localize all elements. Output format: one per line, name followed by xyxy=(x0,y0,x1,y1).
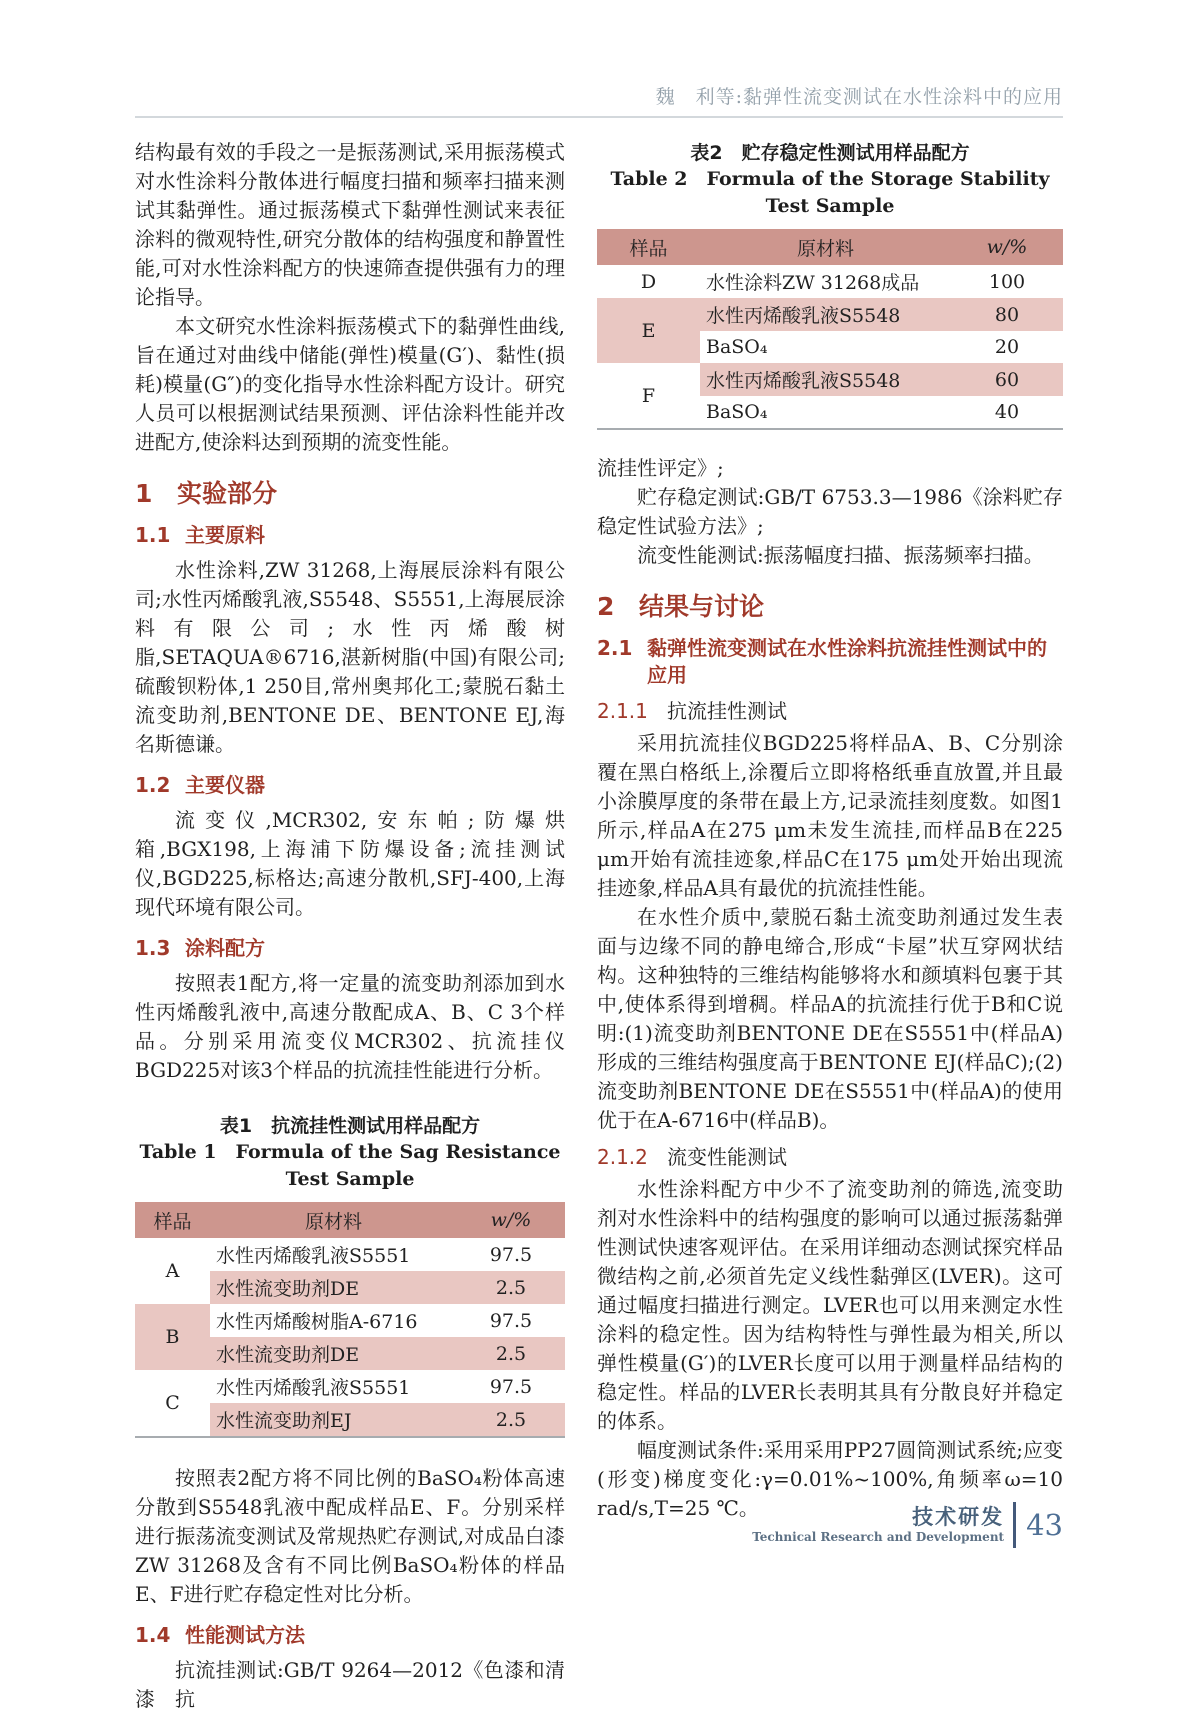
table-cell-value: 97.5 xyxy=(457,1370,565,1403)
table-cell-material: BaSO₄ xyxy=(700,331,951,363)
section-1-4-heading xyxy=(135,1622,565,1649)
paragraph-sag-test: 采用抗流挂仪BGD225将样品A、B、C分别涂覆在黑白格纸上,涂覆后立即将格纸垂直放置,并且最小涂膜厚度的条带在最上方,记录流挂刻度数。如图1所示,样品A在275 μm未发生流挂,而样品B在225 μm开始有流挂迹象,样品C在175 μm处开始出现流挂迹象,样品A具有最优的抗流挂性能。 xyxy=(597,731,1063,900)
table-cell-value: 100 xyxy=(951,265,1063,298)
table-cell-value: 80 xyxy=(951,298,1063,331)
table-cell-value: 2.5 xyxy=(457,1271,565,1304)
paragraph-amplitude-conditions: 幅度测试条件:采用采用PP27圆筒测试系统;应变(形变)梯度变化:γ=0.01%~100%,角频率ω=10 rad/s,T=25 ℃。 xyxy=(597,1438,1063,1520)
left-column xyxy=(135,138,565,1714)
table-cell-material: 水性丙烯酸乳液S5548 xyxy=(700,363,951,396)
paragraph-instruments: 流变仪,MCR302,安东帕;防爆烘箱,BGX198,上海浦下防爆设备;流挂测试仪,BGD225,标格达;高速分散机,SFJ-400,上海现代环境有限公司。 xyxy=(135,808,565,919)
table-row xyxy=(597,298,1063,331)
paragraph-storage-test: 贮存稳定测试:GB/T 6753.3—1986《涂料贮存稳定性试验方法》; xyxy=(597,485,1063,538)
table2-sample-f: F xyxy=(597,363,700,429)
table-cell-material: 水性涂料ZW 31268成品 xyxy=(700,265,951,298)
page-number: 43 xyxy=(1026,1508,1063,1542)
table-cell-material: 水性丙烯酸乳液S5548 xyxy=(700,298,951,331)
section-number: 1.1 xyxy=(135,523,171,547)
section-title: 涂料配方 xyxy=(185,936,265,960)
table-row xyxy=(597,363,1063,396)
table2-caption-en: Table 2 Formula of the Storage Stability Test Sample xyxy=(610,168,1050,217)
paragraph-test-methods: 抗流挂测试:GB/T 9264—2012《色漆和清漆 抗 xyxy=(135,1658,565,1711)
section-title: 主要原料 xyxy=(185,523,265,547)
table2-caption-zh: 表2 贮存稳定性测试用样品配方 xyxy=(690,142,970,164)
table2-header-material: 原材料 xyxy=(700,229,951,265)
paragraph-baso4: 按照表2配方将不同比例的BaSO₄粉体高速分散到S5548乳液中配成样品E、F。分别采样进行振荡流变测试及常规热贮存测试,对成品白漆ZW 31268及含有不同比例BaSO₄粉体的样品E、F进行贮存稳定性对比分析。 xyxy=(135,1466,565,1606)
table-row xyxy=(135,1238,565,1271)
section-number: 1 xyxy=(135,479,153,508)
section-title: 实验部分 xyxy=(177,479,278,508)
table-cell-material: 水性流变助剂EJ xyxy=(210,1403,457,1437)
section-1-2-heading xyxy=(135,772,565,799)
section-title: 性能测试方法 xyxy=(185,1623,305,1647)
table-cell-material: 水性流变助剂DE xyxy=(210,1271,457,1304)
header-rule xyxy=(135,116,1063,118)
paragraph-intro: 本文研究水性涂料振荡模式下的黏弹性曲线,旨在通过对曲线中储能(弹性)模量(G′)、黏性(损耗)模量(G″)的变化指导水性涂料配方设计。研究人员可以根据测试结果预测、评估涂料性能并改进配方,使涂料达到预期的流变性能。 xyxy=(135,314,565,454)
right-column xyxy=(597,138,1063,1714)
table-cell-value: 20 xyxy=(951,331,1063,363)
table1-header-material: 原材料 xyxy=(210,1202,457,1238)
section-number: 2.1.1 xyxy=(597,699,648,723)
section-number: 1.3 xyxy=(135,936,171,960)
table-cell-value: 40 xyxy=(951,396,1063,429)
table-1 xyxy=(135,1202,565,1438)
paragraph-continuation: 结构最有效的手段之一是振荡测试,采用振荡模式对水性涂料分散体进行幅度扫描和频率扫描来测试其黏弹性。通过振荡模式下黏弹性测试来表征涂料的微观特性,研究分散体的结构强度和静置性能,可对水性涂料配方的快速筛查提供强有力的理论指导。 xyxy=(135,140,565,309)
footer-section-zh: 技术研发 xyxy=(912,1504,1005,1529)
table-cell-value: 97.5 xyxy=(457,1238,565,1271)
table-cell-value: 2.5 xyxy=(457,1403,565,1437)
table1-sample-a: A xyxy=(135,1238,210,1304)
section-number: 2 xyxy=(597,592,615,621)
paragraph-continuation: 流挂性评定》; xyxy=(597,456,724,480)
table2-sample-d: D xyxy=(597,265,700,298)
table-row xyxy=(597,265,1063,298)
table-cell-material: 水性丙烯酸乳液S5551 xyxy=(210,1238,457,1271)
section-title: 黏弹性流变测试在水性涂料抗流挂性测试中的应用 xyxy=(647,636,1047,687)
table2-header-row xyxy=(597,229,1063,265)
table1-header-sample: 样品 xyxy=(135,1202,210,1238)
section-1-3-heading xyxy=(135,935,565,962)
section-title: 结果与讨论 xyxy=(639,592,765,621)
section-1-heading xyxy=(135,479,565,509)
paragraph-raw-materials: 水性涂料,ZW 31268,上海展辰涂料有限公司;水性丙烯酸乳液,S5548、S5551,上海展辰涂料有限公司;水性丙烯酸树脂,SETAQUA®6716,湛新树脂(中国)有限公司;硫酸钡粉体,1 250目,常州奥邦化工;蒙脱石黏土流变助剂,BENTONE DE、BENTONE EJ,海名斯德谦。 xyxy=(135,558,565,756)
table2-header-weight: w/% xyxy=(951,229,1063,265)
section-title: 抗流挂性测试 xyxy=(667,699,787,723)
table1-caption-zh: 表1 抗流挂性测试用样品配方 xyxy=(219,1115,481,1137)
footer-section-en: Technical Research and Development xyxy=(752,1529,1005,1544)
section-number: 2.1 xyxy=(597,636,633,660)
section-2-1-heading xyxy=(597,635,1063,689)
table-row xyxy=(135,1370,565,1403)
table-row xyxy=(135,1304,565,1337)
table-cell-material: 水性丙烯酸树脂A-6716 xyxy=(210,1304,457,1337)
running-header: 魏 利等:黏弹性流变测试在水性涂料中的应用 xyxy=(655,86,1063,108)
paragraph-mechanism: 在水性介质中,蒙脱石黏土流变助剂通过发生表面与边缘不同的静电缔合,形成“卡屋”状互穿网状结构。这种独特的三维结构能够将水和颜填料包裹于其中,使体系得到增稠。样品A的抗流挂行优于B和C说明:(1)流变助剂BENTONE DE在S5551中(样品A)形成的三维结构强度高于BENTONE EJ(样品C);(2)流变助剂BENTONE DE在S5551中(样品A)的使用优于在A-6716中(样品B)。 xyxy=(597,905,1063,1132)
table-cell-material: BaSO₄ xyxy=(700,396,951,429)
section-number: 2.1.2 xyxy=(597,1145,648,1169)
table-cell-material: 水性流变助剂DE xyxy=(210,1337,457,1370)
section-1-1-heading xyxy=(135,522,565,549)
section-2-heading xyxy=(597,592,1063,622)
paragraph-rheology-test: 流变性能测试:振荡幅度扫描、振荡频率扫描。 xyxy=(637,543,1044,567)
section-2-1-2-heading xyxy=(597,1143,1063,1171)
table1-sample-b: B xyxy=(135,1304,210,1370)
page-footer xyxy=(752,1502,1063,1548)
table-cell-value: 60 xyxy=(951,363,1063,396)
two-column-layout xyxy=(135,138,1063,1714)
table1-header-weight: w/% xyxy=(457,1202,565,1238)
section-2-1-1-heading xyxy=(597,697,1063,725)
table1-header-row xyxy=(135,1202,565,1238)
footer-section-label xyxy=(752,1506,1013,1545)
table2-header-sample: 样品 xyxy=(597,229,700,265)
table1-sample-c: C xyxy=(135,1370,210,1437)
section-title: 主要仪器 xyxy=(185,773,265,797)
table-2 xyxy=(597,229,1063,430)
section-number: 1.4 xyxy=(135,1623,171,1647)
table1-caption-en: Table 1 Formula of the Sag Resistance Test Sample xyxy=(139,1141,561,1190)
table-cell-material: 水性丙烯酸乳液S5551 xyxy=(210,1370,457,1403)
section-number: 1.2 xyxy=(135,773,171,797)
paragraph-rheology-performance: 水性涂料配方中少不了流变助剂的筛选,流变助剂对水性涂料中的结构强度的影响可以通过振荡黏弹性测试快速客观评估。在采用详细动态测试探究样品微结构之前,必须首先定义线性黏弹区(LVER)。这可通过幅度扫描进行测定。LVER也可以用来测定水性涂料的稳定性。因为结构特性与弹性最为相关,所以弹性模量(G′)的LVER长度可以用于测量样品结构的稳定性。样品的LVER长表明其具有分散良好并稳定的体系。 xyxy=(597,1177,1063,1433)
table2-sample-e: E xyxy=(597,298,700,363)
paragraph-formula: 按照表1配方,将一定量的流变助剂添加到水性丙烯酸乳液中,高速分散配成A、B、C 3个样品。分别采用流变仪MCR302、抗流挂仪BGD225对该3个样品的抗流挂性能进行分析。 xyxy=(135,971,565,1082)
table-cell-value: 97.5 xyxy=(457,1304,565,1337)
table-cell-value: 2.5 xyxy=(457,1337,565,1370)
section-title: 流变性能测试 xyxy=(667,1145,787,1169)
